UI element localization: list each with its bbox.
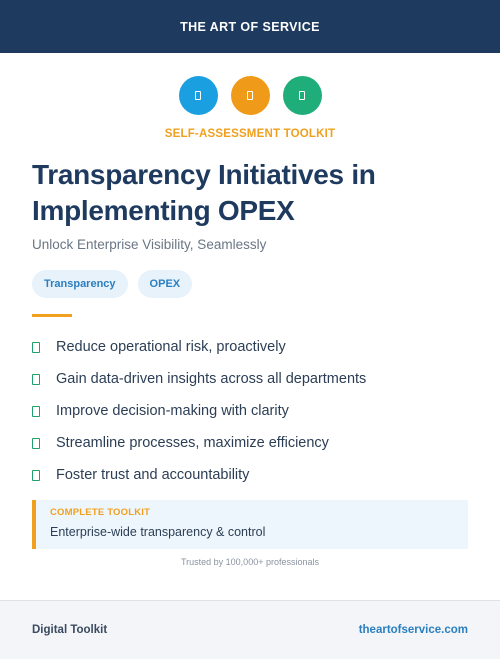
tag-opex: OPEX — [138, 270, 193, 298]
brand-name: THE ART OF SERVICE — [180, 19, 320, 34]
tag-transparency: Transparency — [32, 270, 128, 298]
feature-list — [32, 331, 366, 491]
check-icon — [32, 374, 40, 385]
footer-label: Digital Toolkit — [32, 624, 108, 636]
feature-text: Reduce operational risk, proactively — [56, 339, 286, 355]
check-icon — [32, 438, 40, 449]
trust-note: Trusted by 100,000+ professionals — [180, 557, 319, 567]
footer-bar — [0, 600, 500, 659]
website-link[interactable]: theartofservice.com — [358, 624, 468, 636]
tag-list — [32, 270, 192, 298]
complete-toolkit-callout — [32, 500, 468, 549]
accent-divider — [32, 314, 72, 317]
list-item — [32, 427, 366, 459]
document-icon — [283, 76, 322, 115]
check-icon — [32, 406, 40, 417]
feature-text: Gain data-driven insights across all departments — [56, 371, 367, 387]
kicker-label: SELF-ASSESSMENT TOOLKIT — [164, 128, 336, 140]
check-icon — [32, 342, 40, 353]
feature-text: Improve decision-making with clarity — [56, 403, 289, 419]
list-item — [32, 459, 366, 491]
feature-text: Streamline processes, maximize efficiency — [56, 435, 329, 451]
icon-row — [0, 76, 500, 115]
callout-value: Enterprise-wide transparency & control — [50, 525, 266, 539]
page-title: Transparency Initiatives in Implementing OPEX — [32, 159, 376, 226]
document-icon — [179, 76, 218, 115]
feature-text: Foster trust and accountability — [56, 467, 250, 483]
header-bar — [0, 0, 500, 53]
list-item — [32, 395, 366, 427]
document-icon — [231, 76, 270, 115]
check-icon — [32, 470, 40, 481]
list-item — [32, 363, 366, 395]
callout-label: COMPLETE TOOLKIT — [50, 507, 151, 518]
subtitle: Unlock Enterprise Visibility, Seamlessly — [32, 237, 267, 252]
list-item — [32, 331, 366, 363]
